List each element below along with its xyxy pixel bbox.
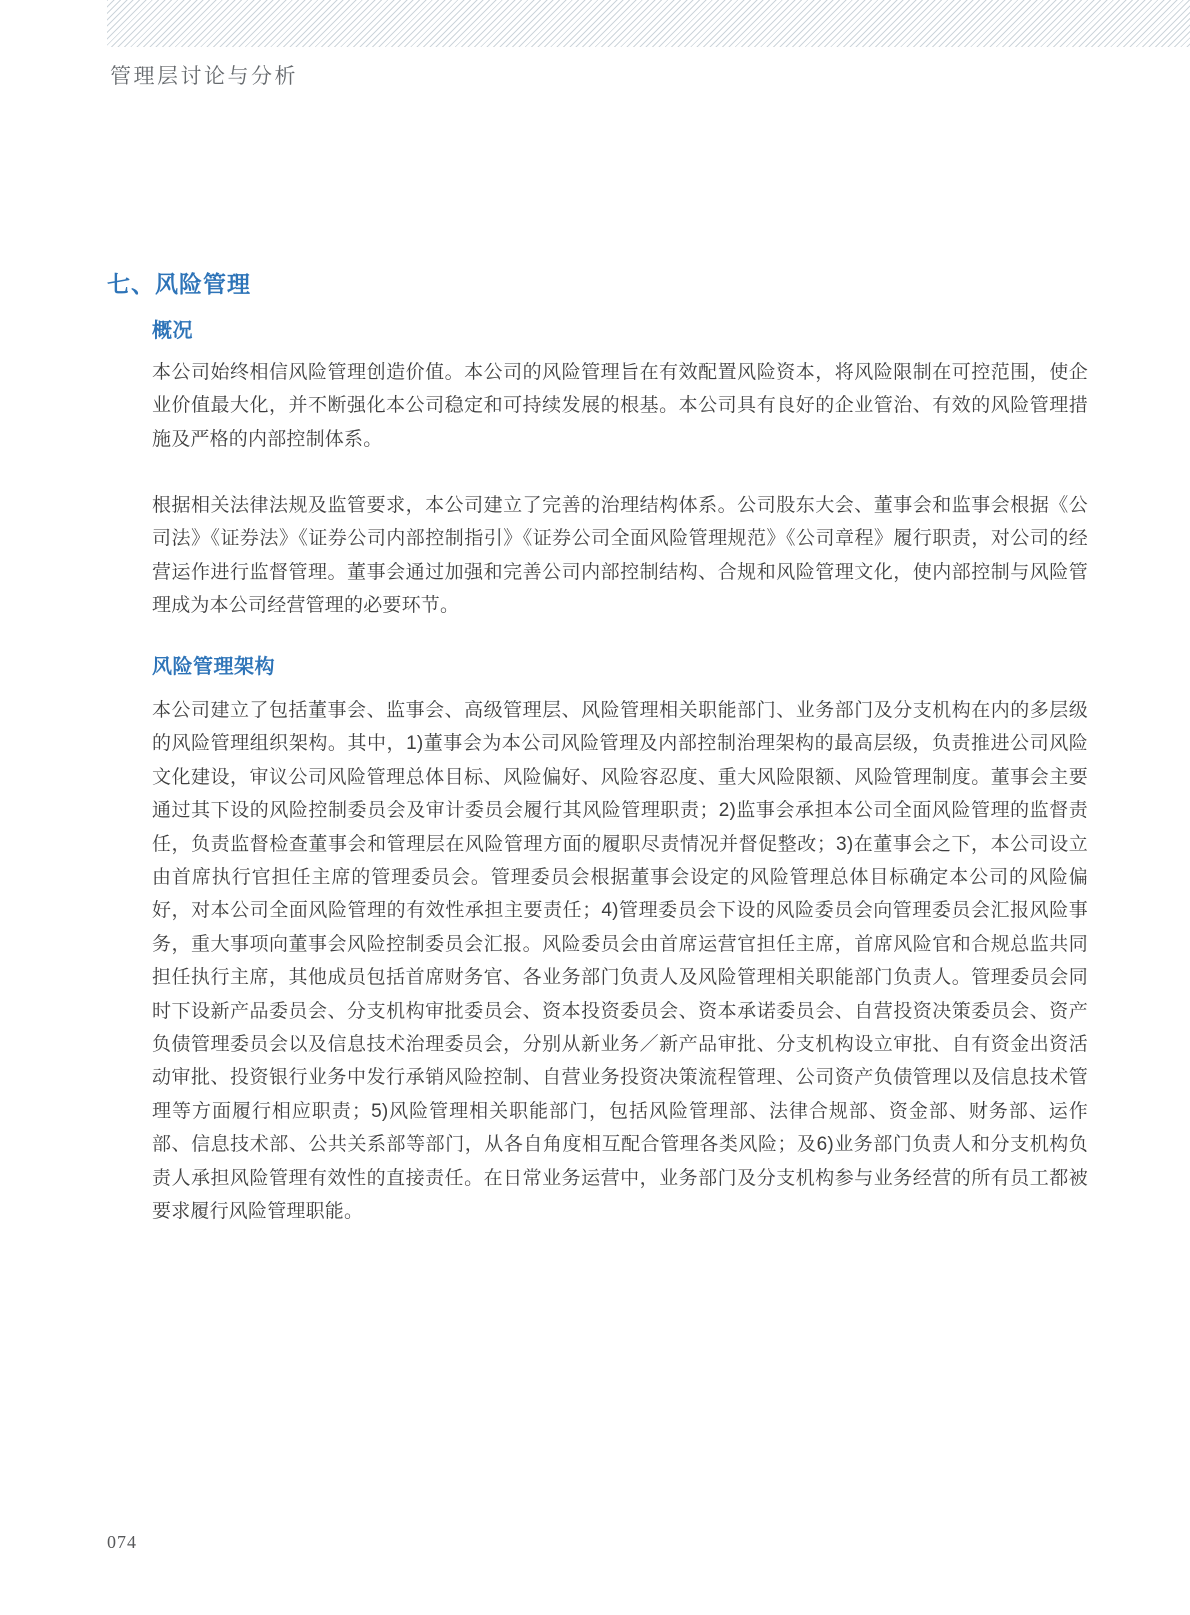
section-heading-risk-management: 七、风险管理 xyxy=(107,271,251,297)
body-paragraph-overview-2: 根据相关法律法规及监管要求，本公司建立了完善的治理结构体系。公司股东大会、董事会和监事会根据《公司法》《证券法》《证券公司内部控制指引》《证券公司全面风险管理规范》《公司章程》履行职责，对公司的经营运作进行监督管理。董事会通过加强和完善公司内部控制结构、合规和风险管理文化，使内部控制与风险管理成为本公司经营管理的必要环节。 xyxy=(152,495,1088,617)
body-paragraph-risk-structure: 本公司建立了包括董事会、监事会、高级管理层、风险管理相关职能部门、业务部门及分支机构在内的多层级的风险管理组织架构。其中，1)董事会为本公司风险管理及内部控制治理架构的最高层级，负责推进公司风险文化建设，审议公司风险管理总体目标、风险偏好、风险容忍度、重大风险限额、风险管理制度。董事会主要通过其下设的风险控制委员会及审计委员会履行其风险管理职责；2)监事会承担本公司全面风险管理的监督责任，负责监督检查董事会和管理层在风险管理方面的履职尽责情况并督促整改；3)在董事会之下，本公司设立由首席执行官担任主席的管理委员会。管理委员会根据董事会设定的风险管理总体目标确定本公司的风险偏好，对本公司全面风险管理的有效性承担主要责任；4)管理委员会下设的风险委员会向管理委员会汇报风险事务，重大事项向董事会风险控制委员会汇报。风险委员会由首席运营官担任主席，首席风险官和合规总监共同担任执行主席，其他成员包括首席财务官、各业务部门负责人及风险管理相关职能部门负责人。管理委员会同时下设新产品委员会、分支机构审批委员会、资本投资委员会、资本承诺委员会、自营投资决策委员会、资产负债管理委员会以及信息技术治理委员会，分别从新业务／新产品审批、分支机构设立审批、自有资金出资活动审批、投资银行业务中发行承销风险控制、自营业务投资决策流程管理、公司资产负债管理以及信息技术管理等方面履行相应职责；5)风险管理相关职能部门，包括风险管理部、法律合规部、资金部、财务部、运作部、信息技术部、公共关系部等部门，从各自角度相互配合管理各类风险；及6)业务部门负责人和分支机构负责人承担风险管理有效性的直接责任。在日常业务运营中，业务部门及分支机构参与业务经营的所有员工都被要求履行风险管理职能。 xyxy=(152,700,1088,1223)
page-number: 074 xyxy=(107,1532,137,1552)
subsection-heading-overview: 概况 xyxy=(152,320,193,342)
decorative-hatch-band xyxy=(107,0,1190,47)
body-paragraph-overview-1: 本公司始终相信风险管理创造价值。本公司的风险管理旨在有效配置风险资本，将风险限制在可控范围，使企业价值最大化，并不断强化本公司稳定和可持续发展的根基。本公司具有良好的企业管治、有效的风险管理措施及严格的内部控制体系。 xyxy=(152,362,1088,450)
running-header-title: 管理层讨论与分析 xyxy=(110,64,298,88)
subsection-heading-risk-structure: 风险管理架构 xyxy=(152,656,275,678)
